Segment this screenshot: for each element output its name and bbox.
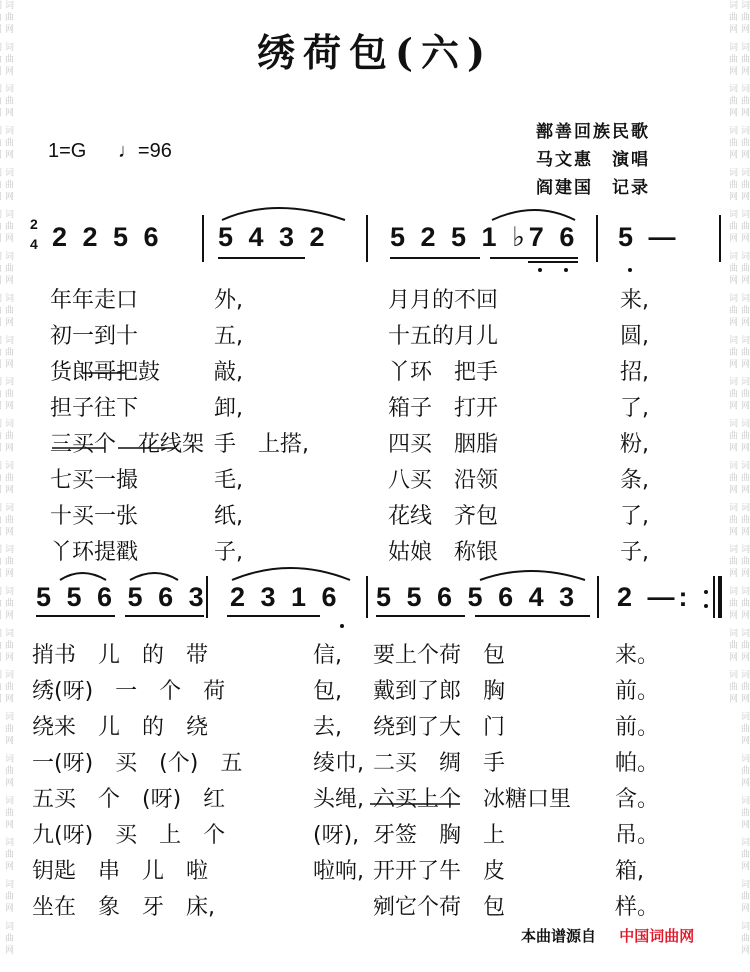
lyric-segment: 去, [313,715,342,740]
lyric-segment: 三买个 花线架 [50,432,205,457]
lyric-segment: 五, [214,324,243,349]
octave-dot [340,624,344,628]
lyric-segment: 开开了牛 皮 [373,859,506,884]
measure-1: 2 2 5 6 [52,222,163,252]
lyric-segment: 十五的月儿 [388,324,499,349]
lyric-segment: 绣(呀) 一 个 荷 [32,679,226,704]
lyric-segment: 了, [620,504,649,529]
octave-dot [704,590,708,594]
lyric-segment: 啦响, [313,859,364,884]
lyric-segment: 剜它个荷 包 [373,895,506,920]
measure-6: 2 3 1 6 [230,582,341,612]
lyric-segment: 敲, [214,360,243,385]
lyric-segment: 包, [313,679,342,704]
lyric-row [0,535,750,565]
lyric-segment: 毛, [214,468,243,493]
lyric-segment: 四买 胭脂 [388,432,499,457]
measure-2: 5 4 3 2 [218,222,329,252]
lyric-segment: 条, [620,468,649,493]
lyric-segment: 九(呀) 买 上 个 [32,823,226,848]
lyric-segment: 外, [214,288,243,313]
lyric-segment: 十买一张 [50,504,139,529]
octave-dot [538,268,542,272]
lyric-segment: 姑娘 称银 [388,540,499,565]
lyric-segment: 含。 [615,787,660,812]
lyric-segment: 卸, [214,396,243,421]
lyric-segment: 钥匙 串 儿 啦 [32,859,209,884]
lyric-row [0,499,750,529]
lyric-segment: 五买 个 (呀) 红 [32,787,226,812]
time-sig-bottom: 4 [30,236,42,252]
lyric-row [0,746,750,776]
lyric-segment: 招, [620,360,649,385]
measure-8: 2 —: [617,582,692,612]
lyric-segment: 绕来 儿 的 绕 [32,715,209,740]
footer-source: 本曲谱源自 [521,927,597,945]
lyric-row [0,319,750,349]
lyric-segment: 粉, [620,432,649,457]
lyric-segment: 前。 [615,679,660,704]
measure-5: 5 5 6 5 6 3 [36,582,208,612]
lyric-segment: 了, [620,396,649,421]
octave-dot [564,268,568,272]
lyric-segment: 帕。 [615,751,660,776]
lyric-segment: 箱子 打开 [388,396,499,421]
lyric-segment: 样。 [615,895,660,920]
slur [130,573,178,580]
lyric-row [0,818,750,848]
credit-origin: 鄯善回族民歌 [536,122,650,142]
lyric-segment: 货郎哥把鼓 [50,360,161,385]
credit-singer: 马文惠 演唱 [536,150,650,170]
lyric-segment: 绕到了大 门 [373,715,506,740]
lyric-segment: 丫环提戳 [50,540,139,565]
measure-4: 5 — [618,222,680,252]
lyric-segment: 圆, [620,324,649,349]
lyric-segment: 六买上个 冰糖口里 [373,787,572,812]
slur [60,573,106,580]
lyric-segment: 绫巾, [313,751,364,776]
lyric-segment: 子, [620,540,649,565]
lyric-segment: (呀), [313,823,360,848]
song-title: 绣荷包(六) [257,30,493,75]
lyric-segment: 八买 沿领 [388,468,499,493]
footer [521,925,694,946]
watermark-left: 词曲网 词曲网 词曲网 词曲网 词曲网 词曲网 词曲网 词曲网 词曲网 词曲网 词曲网 词曲网 词曲网 词曲网 词曲网 词曲网 词曲网 词曲网 词曲网 词曲网 词曲网 词曲网 词曲网 [3,0,13,957]
lyric-row [0,710,750,740]
measure-7: 5 5 6 5 6 4 3 [376,582,579,612]
lyric-row [0,283,750,313]
lyric-segment: 初一到十 [50,324,139,349]
lyric-segment: 坐在 象 牙 床, [32,895,215,920]
measure-3: 5 2 5 1 ♭7 6 [390,222,579,252]
lyric-row [0,463,750,493]
lyric-segment: 牙签 胸 上 [373,823,506,848]
slur [480,571,585,580]
lyric-segment: 要上个荷 包 [373,643,506,668]
lyric-segment: 年年走口 [50,288,139,313]
lyric-segment: 子, [214,540,243,565]
lyric-row [0,854,750,884]
lyric-row [0,391,750,421]
lyric-segment: 来。 [615,643,660,668]
lyric-row [0,638,750,668]
tempo-marking: ♩=96 [117,140,172,162]
lyric-segment: 月月的不回 [388,288,499,313]
slur [492,210,575,220]
lyric-row [0,427,750,457]
time-sig-top: 2 [30,216,42,232]
credit-recorder: 阎建国 记录 [536,178,650,198]
lyric-segment: 箱, [615,859,644,884]
lyric-segment: 吊。 [615,823,660,848]
lyric-segment: 前。 [615,715,660,740]
lyric-row [0,782,750,812]
footer-site-link[interactable]: 中国词曲网 [619,927,695,945]
key-tempo [48,140,198,163]
watermark-right: 词曲网 词曲网 词曲网 词曲网 词曲网 词曲网 词曲网 词曲网 词曲网 词曲网 词曲网 词曲网 词曲网 词曲网 词曲网 词曲网 词曲网 词曲网 词曲网 词曲网 词曲网 词曲网 词曲网 词曲网 词曲网 词曲网 词曲网 词曲网 词曲网 词曲网 词曲网 词曲网 词曲网 词曲网 词曲网 词曲网 词曲网 词曲网 词曲网 词曲网 [727,0,749,957]
lyric-segment: 七买一撮 [50,468,139,493]
lyric-row [0,674,750,704]
octave-dot [628,268,632,272]
lyric-row [0,890,750,920]
lyric-segment: 一(呀) 买 (个) 五 [32,751,243,776]
lyric-segment: 头绳, [313,787,364,812]
lyric-segment: 担子往下 [50,396,139,421]
slur [222,208,345,220]
slur [232,568,350,580]
lyric-segment: 二买 绸 手 [373,751,506,776]
lyric-row [0,355,750,385]
key-signature: 1=G [48,140,87,162]
credits [536,118,650,202]
lyric-segment: 捎书 儿 的 带 [32,643,209,668]
octave-dot [704,604,708,608]
lyric-segment: 戴到了郎 胸 [373,679,506,704]
lyric-segment: 信, [313,643,342,668]
lyric-segment: 丫环 把手 [388,360,499,385]
lyric-segment: 花线 齐包 [388,504,499,529]
lyric-segment: 手 上搭, [214,432,309,457]
lyric-segment: 纸, [214,504,243,529]
lyric-segment: 来, [620,288,649,313]
